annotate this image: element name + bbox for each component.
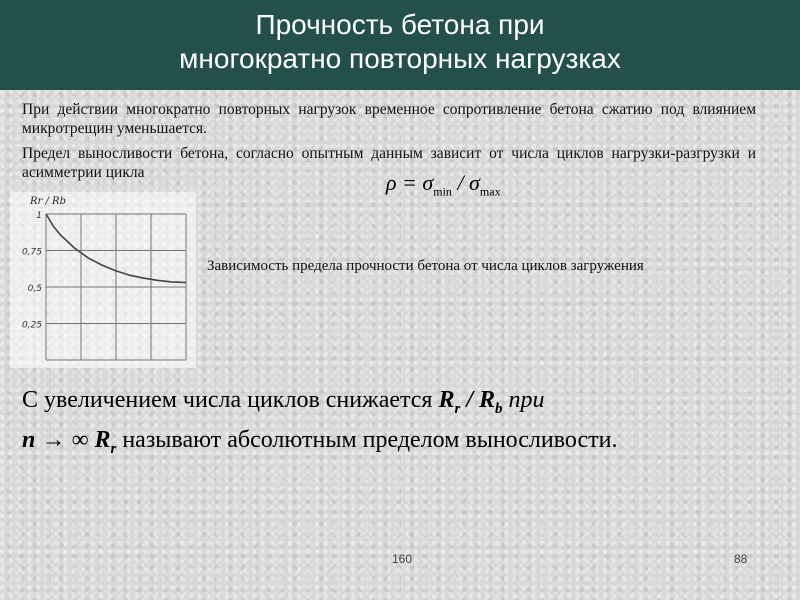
- asymmetry-formula: [386, 170, 501, 199]
- y-tick-label: 0,75: [21, 247, 42, 258]
- paragraph-1: При действии многократно повторных нагрузок временное сопротивление бетона сжатию под влиянием микротрещин уменьшается.: [22, 101, 756, 137]
- conclusion-pri: при: [502, 387, 545, 413]
- conclusion-r1: r: [454, 400, 461, 417]
- conclusion-text: [22, 385, 722, 465]
- conclusion-slash: / R: [460, 387, 496, 413]
- slide-title-line-1: Прочность бетона при: [255, 9, 545, 40]
- y-axis-label: Rr / Rb: [30, 196, 66, 207]
- conclusion-part-1: С увеличением числа циклов снижается: [22, 387, 439, 413]
- conclusion-b: b: [495, 400, 503, 417]
- y-tick-label: 0,5: [27, 284, 42, 294]
- formula-slash: / σ: [451, 170, 480, 195]
- footer-left-number: 160: [392, 552, 413, 566]
- slide-title-line-2: многократно повторных нагрузках: [179, 43, 621, 74]
- endurance-chart: [10, 192, 196, 368]
- paragraph-2: Предел выносливости бетона, согласно опытным данным зависит от числа циклов нагрузки-разгрузки и асимметрии цикла: [22, 145, 756, 181]
- conclusion-R2: R: [94, 426, 111, 453]
- formula-rho: ρ = σ: [386, 170, 434, 195]
- conclusion-n-inf: n → ∞: [22, 426, 95, 453]
- formula-sub-max: max: [479, 184, 501, 199]
- y-tick-label: 0,25: [21, 320, 42, 331]
- conclusion-r2: r: [110, 440, 117, 457]
- chart-svg: [10, 192, 196, 368]
- formula-sub-min: min: [433, 184, 452, 199]
- page-number: 88: [734, 552, 748, 566]
- chart-caption: Зависимость предела прочности бетона от числа циклов загружения: [207, 258, 644, 274]
- title-bar: [0, 0, 800, 90]
- conclusion-part-2: называют абсолютным пределом выносливости.: [116, 426, 618, 453]
- conclusion-R1: R: [438, 387, 455, 413]
- y-tick-label: 1: [36, 211, 42, 221]
